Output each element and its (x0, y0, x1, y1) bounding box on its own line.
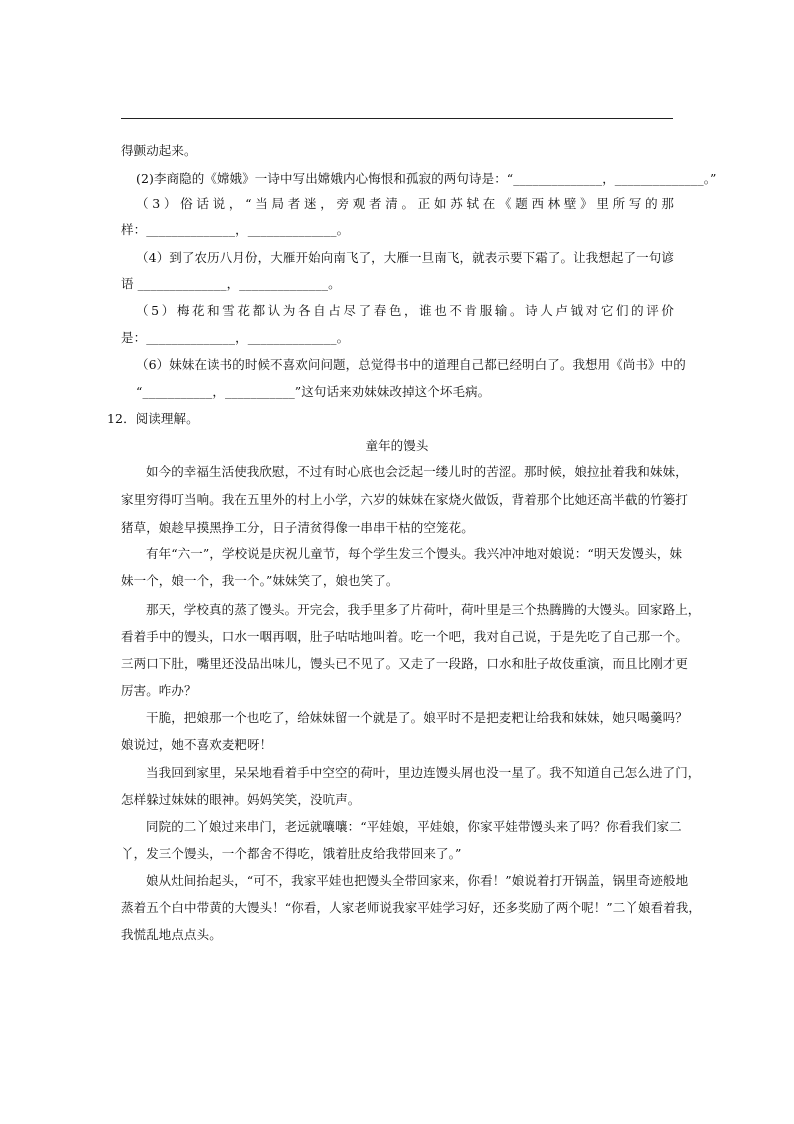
question-3-line-1: （3）俗话说，“当局者迷，旁观者清。正如苏轼在《题西林壁》里所写的那 (136, 196, 674, 211)
question-5-line-1: （5）梅花和雪花都认为各自占尽了春色，谁也不肯服输。诗人卢钺对它们的评价 (136, 303, 674, 318)
question-4-line-1: （4）到了农历八月份，大雁开始向南飞了，大雁一旦南飞，就表示要下霜了。让我想起了一句谚 (136, 250, 674, 265)
question-12-heading: 12．阅读理解。 (107, 411, 199, 426)
passage-line: 三两口下肚，嘴里还没品出味儿，馒头已不见了。又走了一段路，口水和肚子故伎重演，而且比刚才更 (121, 656, 689, 671)
passage-line: 当我回到家里，呆呆地看着手中空空的荷叶，里边连馒头屑也没一星了。我不知道自己怎么进了门， (146, 765, 701, 780)
text-line-1: 得颤动起来。 (121, 143, 197, 158)
question-5-line-2: 是：______________，______________。 (121, 330, 350, 345)
passage-line: 怎样躲过妹妹的眼神。妈妈笑笑，没吭声。 (121, 792, 361, 807)
passage-title: 童年的馒头 (365, 438, 429, 453)
passage-line: 同院的二丫娘过来串门，老远就嚷嚷：“平娃娘，平娃娘，你家平娃带馒头来了吗？你看我们家二 (146, 819, 682, 834)
passage-line: 蒸着五个白中带黄的大馒头！“你看，人家老师说我家平娃学习好，还多奖励了两个呢！”二丫娘看着我， (121, 900, 701, 915)
passage-line: 如今的幸福生活使我欣慰，不过有时心底也会泛起一缕儿时的苦涩。那时候，娘拉扯着我和妹妹， (146, 464, 688, 479)
question-6-line-1: （6）妹妹在读书的时候不喜欢问问题，总觉得书中的道理自己都已经明白了。我想用《尚书》中的 (136, 357, 686, 372)
question-3-line-2: 样：______________，______________。 (121, 222, 350, 237)
passage-line: 厉害。咋办？ (121, 683, 197, 698)
passage-line: 干脆，把娘那一个也吃了，给妹妹留一个就是了。娘平时不是把麦粑让给我和妹妹，她只喝羹吗？ (146, 710, 688, 725)
passage-line: 娘从灶间抬起头，“可不，我家平娃也把馒头全带回家来，你看！”娘说着打开锅盖，锅里奇迹般地 (146, 873, 689, 888)
passage-line: 那天，学校真的蒸了馒头。开完会，我手里多了片荷叶，荷叶里是三个热腾腾的大馒头。回家路上， (146, 602, 701, 617)
passage-line: 丫，发三个馒头，一个都舍不得吃，饿着肚皮给我带回来了。” (121, 846, 462, 861)
passage-line: 家里穷得叮当响。我在五里外的村上小学，六岁的妹妹在家烧火做饭，背着那个比她还高半截的竹篓打 (121, 492, 689, 507)
passage-line: 猪草，娘趁早摸黑挣工分，日子清贫得像一串串干枯的空笼花。 (121, 520, 474, 535)
passage-line: 看着手中的馒头，口水一咽再咽，肚子咕咕地叫着。吃一个吧，我对自己说，于是先吃了自己那一个。 (121, 629, 689, 644)
question-4-line-2: 语 ______________，______________。 (121, 276, 341, 291)
passage-line: 我慌乱地点点头。 (121, 927, 222, 942)
passage-line: 娘说过，她不喜欢麦粑呀！ (121, 737, 273, 752)
passage-line: 妹一个，娘一个，我一个。”妹妹笑了，娘也笑了。 (121, 573, 399, 588)
header-rule (121, 118, 673, 119)
question-2-line: (2)李商隐的《嫦娥》一诗中写出嫦娥内心悔恨和孤寂的两句诗是：“______________，______________。” (136, 171, 717, 186)
question-6-line-2: “___________，___________”这句话来劝妹妹改掉这个坏毛病。 (136, 384, 491, 399)
passage-line: 有年“六一”，学校说是庆祝儿童节，每个学生发三个馒头。我兴冲冲地对娘说：“明天发馒头，妹 (146, 546, 683, 561)
